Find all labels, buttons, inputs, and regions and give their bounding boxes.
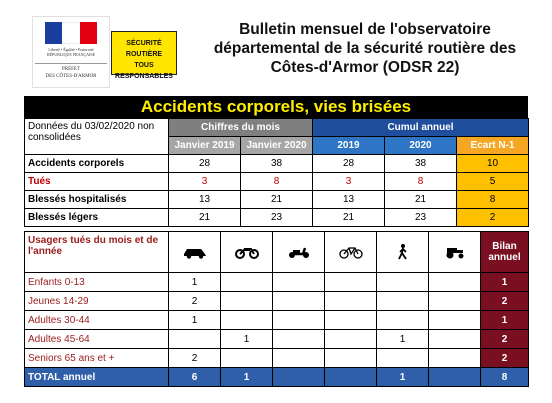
table-cell: 1 [221, 330, 273, 349]
table-cell [429, 311, 481, 330]
row-label: Accidents corporels [25, 155, 169, 173]
securite-routiere-logo [111, 31, 177, 80]
table-cell [221, 292, 273, 311]
table-row [25, 292, 529, 311]
table-cell [273, 273, 325, 292]
table-row [25, 349, 529, 368]
table-cell: 21 [241, 191, 313, 209]
bilan-cell: 1 [481, 311, 529, 330]
total-row [25, 368, 529, 387]
table-cell [325, 273, 377, 292]
prefecture-logo [32, 16, 110, 88]
table-cell: 1 [169, 311, 221, 330]
department-label: DES CÔTES-D'ARMOR [45, 74, 97, 79]
total-cell: 1 [377, 368, 429, 387]
table-cell [273, 349, 325, 368]
table-cell [221, 349, 273, 368]
ecart-cell: 10 [457, 155, 529, 173]
prefet-label: PRÉFET [61, 67, 81, 72]
table-row [25, 155, 529, 173]
title-line2: départemental de la sécurité routière des [213, 40, 517, 57]
col-header-ecart: Ecart N-1 [457, 137, 529, 155]
bilan-cell: 2 [481, 292, 529, 311]
table-cell: 13 [169, 191, 241, 209]
total-cell [273, 368, 325, 387]
french-flag-icon [45, 22, 97, 44]
table-row [25, 330, 529, 349]
table-cell [325, 292, 377, 311]
table-cell: 23 [241, 209, 313, 227]
table-cell: 13 [313, 191, 385, 209]
pedestrian-icon [377, 232, 429, 273]
table-cell [273, 330, 325, 349]
group-cumul-header: Cumul annuel [313, 119, 529, 137]
group-month-header: Chiffres du mois [169, 119, 313, 137]
col-header-jan2020: Janvier 2020 [241, 137, 313, 155]
car-icon [169, 232, 221, 273]
table-cell [377, 349, 429, 368]
table-cell: 23 [385, 209, 457, 227]
table-cell [325, 349, 377, 368]
republic-motto: Liberté • Égalité • Fraternité [48, 47, 94, 52]
table-row [25, 191, 529, 209]
republic-name: RÉPUBLIQUE FRANÇAISE [46, 52, 96, 57]
table-cell: 3 [313, 173, 385, 191]
table-cell: 2 [169, 292, 221, 311]
table-row [25, 173, 529, 191]
table-cell [429, 292, 481, 311]
table-cell: 28 [169, 155, 241, 173]
table-cell: 21 [169, 209, 241, 227]
row-label: Adultes 45-64 [25, 330, 169, 349]
motorcycle-icon [221, 232, 273, 273]
table-cell: 1 [377, 330, 429, 349]
table-cell: 38 [385, 155, 457, 173]
table-cell [429, 273, 481, 292]
table-cell: 21 [385, 191, 457, 209]
table-cell: 38 [241, 155, 313, 173]
table-row [25, 209, 529, 227]
bilan-cell: 1 [481, 273, 529, 292]
table-cell: 1 [169, 273, 221, 292]
users-header-row [25, 232, 529, 273]
table-row [25, 273, 529, 292]
ecart-cell: 8 [457, 191, 529, 209]
data-note: Données du 03/02/2020 non consolidées [25, 119, 169, 155]
republic-text [35, 47, 107, 57]
page-title [190, 20, 540, 77]
col-header-2020: 2020 [385, 137, 457, 155]
table-cell: 2 [169, 349, 221, 368]
scooter-icon [273, 232, 325, 273]
tractor-icon [429, 232, 481, 273]
table-cell [169, 330, 221, 349]
row-label: Blessés légers [25, 209, 169, 227]
table-cell: 28 [313, 155, 385, 173]
bilan-cell: 2 [481, 349, 529, 368]
table-cell [273, 311, 325, 330]
row-label: Seniors 65 ans et + [25, 349, 169, 368]
users-killed-table [24, 231, 529, 387]
table-cell [325, 330, 377, 349]
bilan-header: Bilan annuel [481, 232, 529, 273]
total-bilan-cell: 8 [481, 368, 529, 387]
table-cell: 21 [313, 209, 385, 227]
users-header-label: Usagers tués du mois et de l'année [25, 232, 169, 273]
total-cell: 6 [169, 368, 221, 387]
summary-table [24, 118, 529, 227]
total-cell [429, 368, 481, 387]
total-cell: 1 [221, 368, 273, 387]
col-header-2019: 2019 [313, 137, 385, 155]
title-line1: Bulletin mensuel de l'observatoire [239, 21, 491, 38]
ecart-cell: 2 [457, 209, 529, 227]
table-cell [429, 349, 481, 368]
table-cell [377, 311, 429, 330]
prefecture-text [35, 63, 107, 80]
table-cell [221, 311, 273, 330]
row-label: Tués [25, 173, 169, 191]
securite-line1: SÉCURITÉ ROUTIÈRE [125, 40, 163, 58]
row-label: Adultes 30-44 [25, 311, 169, 330]
total-cell [325, 368, 377, 387]
total-label: TOTAL annuel [25, 368, 169, 387]
table-cell: 8 [241, 173, 313, 191]
table-cell [325, 311, 377, 330]
col-header-jan2019: Janvier 2019 [169, 137, 241, 155]
section-banner: Accidents corporels, vies brisées [24, 96, 528, 118]
title-line3: Côtes-d'Armor (ODSR 22) [270, 59, 460, 76]
bicycle-icon [325, 232, 377, 273]
table-cell [221, 273, 273, 292]
ecart-cell: 5 [457, 173, 529, 191]
table-cell [377, 292, 429, 311]
table-cell: 8 [385, 173, 457, 191]
bilan-cell: 2 [481, 330, 529, 349]
row-label: Blessés hospitalisés [25, 191, 169, 209]
row-label: Jeunes 14-29 [25, 292, 169, 311]
table-cell [429, 330, 481, 349]
table-cell: 3 [169, 173, 241, 191]
row-label: Enfants 0-13 [25, 273, 169, 292]
table-row [25, 311, 529, 330]
securite-line2: TOUS RESPONSABLES [115, 62, 173, 80]
table-cell [377, 273, 429, 292]
table-cell [273, 292, 325, 311]
